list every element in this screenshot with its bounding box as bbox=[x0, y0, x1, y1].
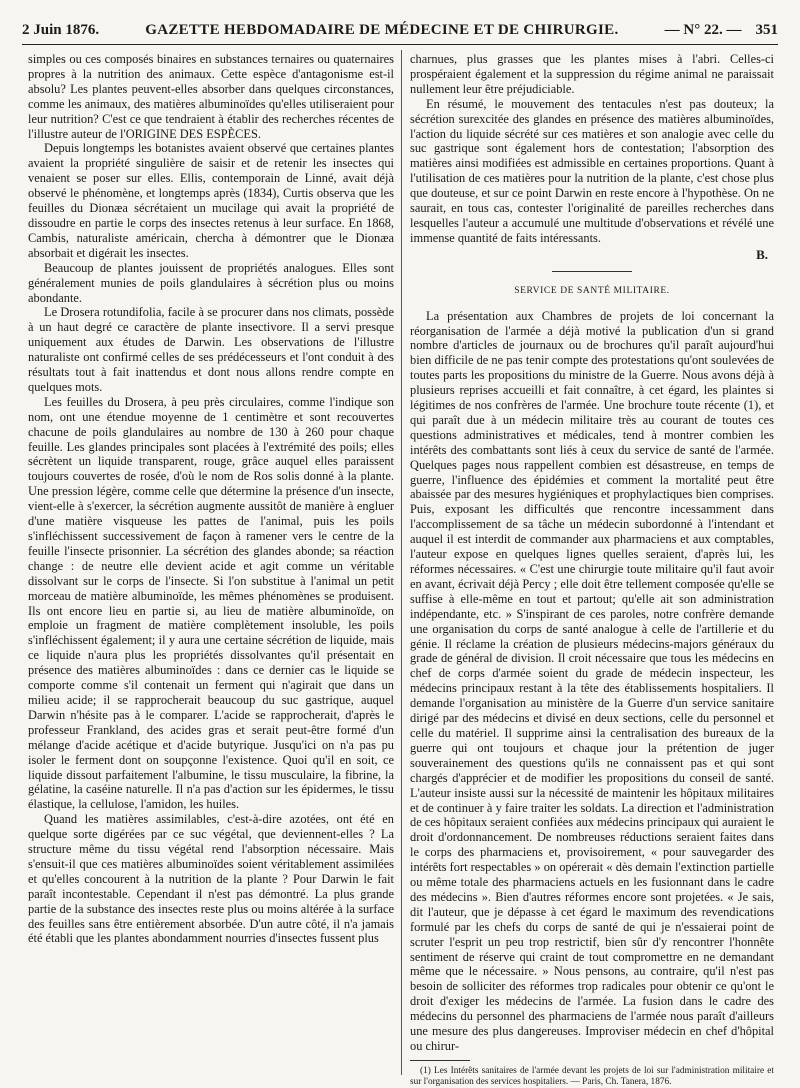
page-number: 351 bbox=[755, 21, 778, 38]
page-header bbox=[22, 16, 778, 45]
footnote-separator bbox=[410, 1060, 470, 1061]
paragraph: La présentation aux Chambres de projets de loi concernant la réorganisation de l'armée a déjà motivé la publication d'un si grand nombre d'articles de journaux ou de brochures qu'il paraît aujourd'hui bien difficile de ne pas tenir compte des protestations qu'ont soulevées de toutes parts les propositions du ministre de la Guerre. Nous avons déjà à plusieurs reprises accueilli et fait connaître, à cet égard, les plaintes si légitimes de nos confrères de l'armée. Une brochure toute récente (1), et qui paraît due à un médecin militaire très au courant de toutes ces questions administratives et médicales, tend à montrer combien les intérêts des combattants sont liés à ceux du service de santé de l'armée. Quelques pages nous rappellent combien est désastreuse, en temps de guerre, l'influence des épidémies et comment la mortalité peut être abaissée par des mesures hygiéniques et prophylactiques bien comprises. Puis, exposant les difficultés que rencontre incessamment dans l'accomplissement de sa tâche un médecin subordonné à l'intendant et auquel il est interdit de commander aux pharmaciens et aux comptables, l'auteur expose en quelques lignes quelles seraient, d'après lui, les réformes nécessaires. « C'est une chirurgie toute militaire qu'il faut avoir en avant, écrivait déjà Percy ; elle doit être tellement composée qu'elle se suffise à elle-même en tout et partout; qu'elle ait son administration indépendante, etc. » S'inspirant de ces paroles, notre confrère demande une organisation du corps de santé analogue à celle de l'artillerie et du génie. Il réclame la création de plusieurs médecins-majors généraux du grade de général de division. Il croit nécessaire que tous les médecins en chef de corps d'armée soient du grade de médecin inspecteur, les médecins principaux restant à la tête des établissements hospitaliers. Il demande l'organisation au ministère de la Guerre d'un service sanitaire dirigé par des médecins et divisé en deux sections, celle du personnel et celle du matériel. Il supprime ainsi la centralisation des bureaux de la guerre qui ont toujours et chaque jour la prétention de juger souverainement des questions qu'ils ne connaissent pas et qui sont chargés d'apprécier et de modifier les propositions du conseil de santé. L'auteur insiste aussi sur la nécessité de maintenir les hôpitaux militaires et de continuer à y faire traiter les soldats. La direction et l'administration de ces hôpitaux seraient confiées aux médecins principaux qui auraient le droit d'ordonnancement. De nombreuses réductions seraient faites dans le corps des pharmaciens et, provisoirement, « pour sauvegarder des intérêts fort respectables » on opérerait « dès demain l'extinction partielle ou même totale des pharmaciens actuels en les fusionnant dans le cadre des médecins ». Bien d'autres réformes encore sont projetées. « Je sais, dit l'auteur, que je dépasse à cet égard le maximum des revendications formulé par les chefs du corps de santé de qui je n'essaierai point de scruter l'esprit un peu trop restrictif, bien sûr d'y rencontrer l'honnête sentiment de réserve qui craint de tout compromettre en ne demandant même que le nécessaire. » Nous pensons, au contraire, qu'il n'est pas besoin de solliciter des réformes trop radicales pour obtenir ce qu'ont le droit d'exiger les médecins de l'armée. La fusion dans le cadre des médecins du personnel des pharmaciens de l'armée nous paraît d'ailleurs une mesure des plus dangereuses. Improviser médecin en chef d'hôpital ou chirur- bbox=[410, 308, 775, 1053]
paragraph: charnues, plus grasses que les plantes mises à l'abri. Celles-ci prospéraient également et la suppression du régime animal ne paraissait nullement leur être préjudiciable. bbox=[410, 52, 774, 96]
issue-number-and-page bbox=[665, 22, 778, 39]
section-title: SERVICE DE SANTÉ MILITAIRE. bbox=[514, 285, 670, 296]
section-separator bbox=[552, 271, 632, 272]
left-column bbox=[28, 52, 394, 1077]
right-column bbox=[410, 52, 775, 1087]
column-divider bbox=[401, 50, 402, 1075]
footnote: (1) Les Intérêts sanitaires de l'armée devant les projets de loi sur l'administration militaire et sur l'organisation des services hospitaliers. — Paris, Ch. Tanera, 1876. bbox=[410, 1065, 774, 1087]
paragraph: Quand les matières assimilables, c'est-à-dire azotées, ont été en quelque sorte digérées par ce suc végétal, que deviennent-elles ? La structure même du tissu végétal rend l'absorption nécessaire. Mais s'ensuit-il que ces matières albuminoïdes soient véritablement assimilées et qu'elles concourent à la nutrition de la plante ? Pour Darwin le fait paraît incontestable. Cependant il n'est pas démontré. La plus grande partie de la substance des insectes reste plus ou moins altérée à la surface des feuilles sans être entièrement absorbée. D'un autre côté, il n'a jamais été établi que les plantes abondamment nourries d'insectes fussent plus bbox=[28, 812, 394, 946]
article-signature: B. bbox=[756, 246, 768, 262]
paragraph: En résumé, le mouvement des tentacules n'est pas douteux; la sécrétion surexcitée des glandes en présence des matières albuminoïdes, l'action du liquide sécrété sur ces matières et son analogie avec celle du suc gastrique sont également hors de contestation; l'absorption des matières ainsi modifiées est admissible en certaines proportions. Quant à l'utilisation de ces matières pour la nutrition de la plante, c'est chose plus que douteuse, et sur ce point Darwin en reste encore à l'hypothèse. On ne saurait, en tous cas, contester l'originalité de pareilles recherches dans lesquelles l'auteur a accumulé une multitude d'observations et révélé une immense quantité de faits intéressants. bbox=[410, 96, 774, 245]
paragraph: Depuis longtemps les botanistes avaient observé que certaines plantes avaient la propriété singulière de saisir et de retenir les insectes qui venaient se poser sur elles. Ellis, contemporain de Linné, avait déjà observé le phénomène, et longtemps après (1834), Curtis observa que les feuilles du Dionæa sécrétaient un mucilage qui avait la propriété de dissoudre en partie le corps des insectes retenus à leur surface. En 1868, Cambis, naturaliste américain, chercha à démontrer que le Dionæa absorbait et digérait les insectes. bbox=[28, 141, 394, 260]
paragraph: Beaucoup de plantes jouissent de propriétés analogues. Elles sont généralement munies de poils glandulaires à sécrétion plus ou moins abondante. bbox=[28, 260, 394, 305]
paragraph: Le Drosera rotundifolia, facile à se procurer dans nos climats, possède à un haut degré ce caractère de plante insectivore. Il a servi presque uniquement aux études de Darwin. Les observations de l'illustre naturaliste ont confirmé celles de ses prédécesseurs et l'ont conduit à des résultats tout à fait inattendus et dont nous allons rendre compte en quelques mots. bbox=[28, 305, 394, 394]
paragraph: Les feuilles du Drosera, à peu près circulaires, comme l'indique son nom, ont une étendue moyenne de 1 centimètre et sont recouvertes chacune de poils glandulaires au nombre de 130 à 260 pour chaque feuille. Les glandes principales sont placées à l'extrémité des poils; elles sécrètent un liquide transparent, rouge, grâce auquel elles paraissent toujours couvertes de rosée, d'où le nom de Ros solis donné à la plante. Une pression légère, comme celle que détermine la présence d'un insecte, vient-elle à s'exercer, la sécrétion augmente aussitôt de manière à engluer d'une matière visqueuse les pattes de l'animal, puis les poils s'infléchissent successivement de façon à ramener vers le centre de la feuille l'insecte prisonnier. La sécrétion des glandes abonde; sa réaction change : de neutre elle devient acide et agit comme un véritable dissolvant sur le corps de l'insecte. Si l'on substitue à l'animal un petit morceau de matière albuminoïde, les mêmes phénomènes se produisent. Ils ont encore lieu en partie si, au lieu de matière albuminoïde, on emploie un fragment de matière complètement insoluble, les poils s'infléchissent également; il y aura une certaine sécrétion de liquide, mais ce liquide n'aura plus les propriétés dissolvantes qu'il présentait en présence des matières albuminoïdes : dans ce dernier cas le liquide se comporte comme s'il contenait un ferment qui n'agirait que dans un milieu acide; il se rapprocherait beaucoup du suc gastrique, auquel Darwin n'hésite pas à le comparer. L'acide se rapprocherait, d'après le professeur Frankland, des acides gras et serait peut-être formé d'un mélange d'acide acétique et d'acide butyrique. Jusqu'ici on n'a pas pu isoler le ferment dont on soupçonne l'existence. Quoi qu'il en soit, ce liquide dissout parfaitement l'albumine, le tissu musculaire, la fibrine, la gélatine, la caséine naturelle. Il n'a pas d'action sur les épidermes, le tissu élastique, la cellulose, l'amidon, les huiles. bbox=[28, 394, 394, 812]
journal-title: GAZETTE HEBDOMADAIRE DE MÉDECINE ET DE CHIRURGIE. bbox=[145, 21, 619, 38]
issue-number: — N° 22. — bbox=[664, 21, 742, 38]
paragraph: simples ou ces composés binaires en substances ternaires ou quaternaires propres à la nutrition des animaux. Cette espèce d'antagonisme est-il absolu? Les plantes peuvent-elles absorber dans quelques circonstances, comme les animaux, des matières albuminoïdes qu'elles utiliseraient pour leur nutrition? C'est ce que tendraient à établir des recherches récentes de l'illustre auteur de l'ORIGINE DES ESPÈCES. bbox=[28, 52, 394, 141]
issue-date: 2 Juin 1876. bbox=[22, 21, 100, 38]
